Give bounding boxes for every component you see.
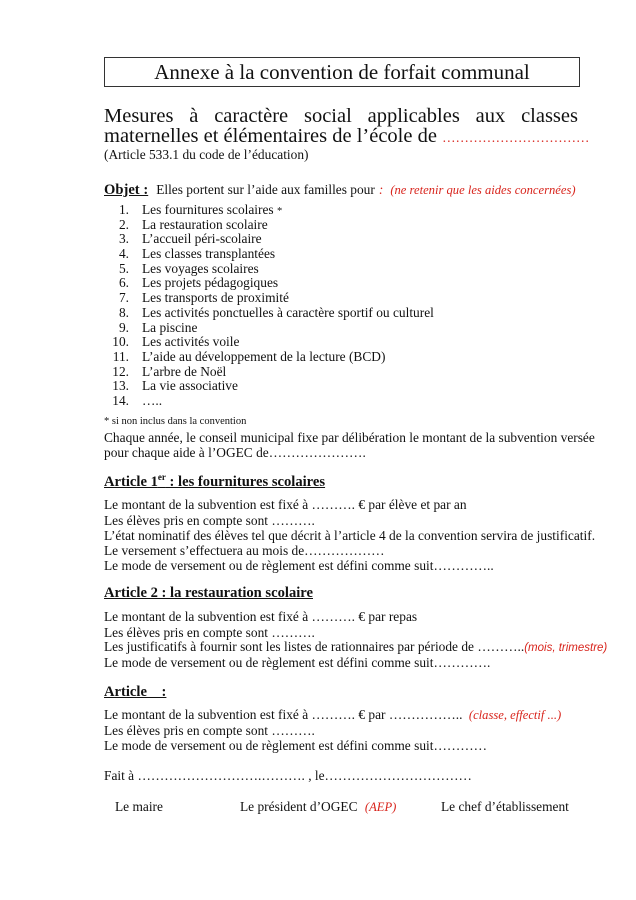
article-1-line: L’état nominatif des élèves tel que décrit à l’article 4 de la convention servira de justificatif. [104, 528, 596, 543]
list-item: 1. Les fournitures scolaires * [118, 202, 283, 217]
signature-president: Le président d’OGEC (AEP) [240, 799, 397, 814]
article-3-line: Le mode de versement ou de règlement est défini comme suit………… [104, 738, 488, 753]
objet-text: Elles portent sur l’aide aux familles pour [156, 182, 375, 197]
article-reference: (Article 533.1 du code de l’éducation) [104, 147, 309, 162]
list-item: 13. La vie associative [112, 378, 238, 394]
list-item: 12. L’arbre de Noël [112, 363, 227, 379]
document-title: Annexe à la convention de forfait communal [104, 57, 580, 87]
signature-chef: Le chef d’établissement [441, 799, 569, 814]
heading-word: à [189, 105, 199, 127]
heading-word: applicables [367, 105, 460, 127]
article-2-line: Le mode de versement ou de règlement est défini comme suit…………. [104, 655, 491, 670]
list-item: 2. La restauration scolaire [118, 216, 268, 232]
period-hint: (mois, trimestre) [524, 642, 608, 654]
objet-hint: (ne retenir que les aides concernées) [390, 183, 576, 197]
signature-maire: Le maire [115, 799, 163, 814]
heading-word: social [303, 105, 352, 127]
unit-hint: (classe, effectif ...) [468, 708, 562, 722]
heading-line-2-text: maternelles et élémentaires de l’école de [104, 125, 437, 147]
list-item: 5. Les voyages scolaires [118, 260, 259, 276]
fait-a-line: Fait à ……………………….………. , le…………………………… [104, 768, 472, 783]
list-item: 4. Les classes transplantées [118, 246, 276, 262]
article-3-line: Les élèves pris en compte sont ………. [104, 723, 315, 738]
article-1-heading: Article 1er : les fournitures scolaires [104, 472, 326, 490]
list-item: 14. ….. [112, 392, 163, 408]
heading-word: caractère [214, 105, 289, 127]
article-2-line: Le montant de la subvention est fixé à ………. € par repas [104, 609, 418, 624]
article-2-line: Les élèves pris en compte sont ………. [104, 625, 315, 640]
heading-line-2 [104, 124, 589, 148]
article-3-line: Le montant de la subvention est fixé à ………. € par …………….. (classe, effectif ...) [104, 707, 562, 722]
article-1-line: Le versement s’effectuera au mois de……………… [104, 543, 385, 558]
article-2-heading: Article 2 : la restauration scolaire [104, 585, 313, 601]
heading-word: aux [475, 105, 506, 127]
objet-label: Objet : [104, 182, 149, 198]
heading-word: Mesures [104, 105, 174, 127]
aep-hint: (AEP) [364, 800, 397, 814]
article-3-heading: Article : [104, 684, 167, 700]
objet-colon: : [378, 182, 384, 197]
list-item: 7. Les transports de proximité [118, 290, 289, 306]
school-name-placeholder: …………………………… [442, 130, 590, 145]
paragraph-line: Chaque année, le conseil municipal fixe par délibération le montant de la subvention versée [104, 430, 595, 445]
list-item: 8. Les activités ponctuelles à caractère sportif ou culturel [118, 304, 434, 320]
list-item: 6. Les projets pédagogiques [118, 275, 279, 291]
article-1-line: Le mode de versement ou de règlement est défini comme suit………….. [104, 558, 494, 573]
paragraph-line: pour chaque aide à l’OGEC de…………………. [104, 445, 366, 460]
objet-line [104, 181, 576, 199]
list-item: 11. L’aide au développement de la lecture (BCD) [112, 348, 386, 364]
heading-word: classes [521, 105, 578, 127]
list-item: 9. La piscine [118, 319, 198, 335]
list-item: 3. L’accueil péri-scolaire [118, 231, 262, 247]
aid-list [104, 203, 434, 409]
footnote-star: * [277, 206, 283, 217]
list-item: 10. Les activités voile [112, 334, 240, 350]
article-2-line: Les justificatifs à fournir sont les listes de rationnaires par période de ………..(mois, trimestre) [104, 639, 608, 654]
footnote: * si non inclus dans la convention [104, 416, 247, 427]
article-1-line: Les élèves pris en compte sont ………. [104, 513, 315, 528]
article-1-line: Le montant de la subvention est fixé à ………. € par élève et par an [104, 497, 467, 512]
